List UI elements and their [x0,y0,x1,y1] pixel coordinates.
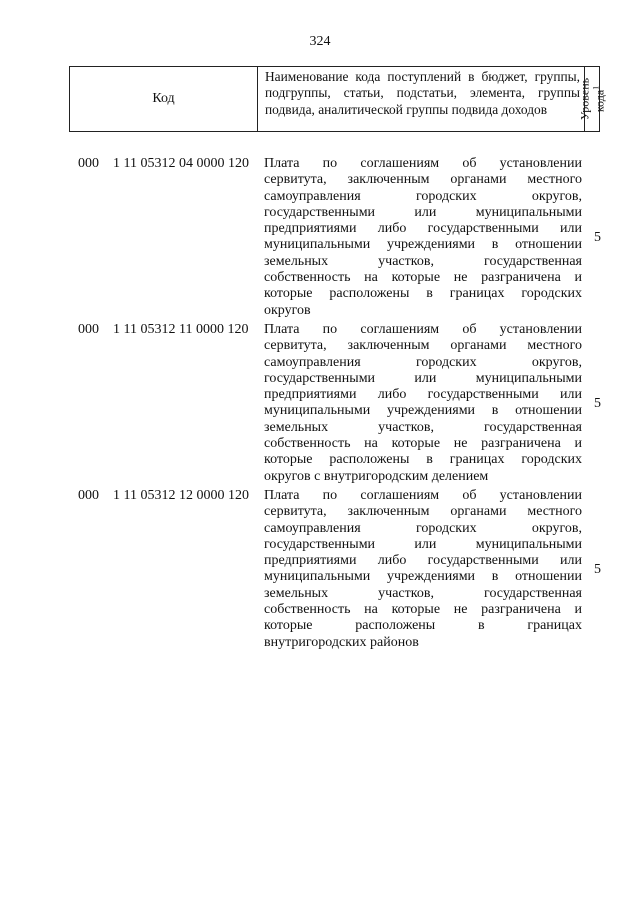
header-code-cell [70,67,258,131]
description-line: самоуправления городских округов, [264,188,582,204]
description-line: предприятиями либо государственными или [264,387,582,403]
description-line: государственными или муниципальными [264,370,582,386]
description-line: собственность на которые не разграничена и [264,270,582,286]
page-number: 324 [309,34,331,49]
description-line: внутригородских районов [264,634,419,650]
description-line: предприятиями либо государственными или [264,221,582,237]
row-description [264,156,582,319]
description-line: муниципальными учреждениями в отношении [264,569,582,585]
description-line: сервитута, заключенным органами местного [264,338,582,354]
row-level: 5 [594,396,601,411]
description-line: государственными или муниципальными [264,204,582,220]
row-code: 1 11 05312 04 0000 120 [113,156,249,171]
description-line: собственность на которые не разграничена и [264,436,582,452]
description-line: округов [264,302,311,318]
header-level-footnote: 1 [591,85,601,90]
header-code-label: Код [152,91,175,106]
description-line: земельных участков, государственная [264,419,582,435]
description-line: Плата по соглашениям об установлении [264,488,582,503]
row-level: 5 [594,562,601,577]
description-line: предприятиями либо государственными или [264,553,582,569]
row-prefix: 000 [78,488,99,503]
header-level-label-line2-text: кода [592,89,607,113]
description-line: округов с внутригородским делением [264,468,489,484]
description-line: сервитута, заключенным органами местного [264,504,582,520]
header-name-cell [258,67,585,131]
description-line: земельных участков, государственная [264,585,582,601]
description-line: земельных участков, государственная [264,253,582,269]
description-line: самоуправления городских округов, [264,354,582,370]
header-name-label: Наименование кода поступлений в бюджет, группы, подгруппы, статьи, подстатьи, элемента, группы подвида, аналитической группы подвида доходов [265,69,580,117]
description-line: сервитута, заключенным органами местного [264,172,582,188]
header-level-label-line1: Уровень [577,77,592,121]
row-code: 1 11 05312 12 0000 120 [113,488,249,503]
header-level-label-line2 [591,78,606,120]
description-line: которые расположены в границах [264,618,582,634]
description-line: государственными или муниципальными [264,536,582,552]
row-level: 5 [594,230,601,245]
description-line: собственность на которые не разграничена и [264,602,582,618]
row-prefix: 000 [78,156,99,171]
description-line: самоуправления городских округов, [264,520,582,536]
description-line: муниципальными учреждениями в отношении [264,403,582,419]
header-level-label [579,78,606,120]
row-prefix: 000 [78,322,99,337]
description-line: Плата по соглашениям об установлении [264,156,582,171]
description-line: которые расположены в границах городских [264,286,582,302]
row-code: 1 11 05312 11 0000 120 [113,322,249,337]
table-header [69,66,607,132]
description-line: Плата по соглашениям об установлении [264,322,582,337]
header-level-cell [577,67,607,131]
row-description [264,488,582,651]
description-line: которые расположены в границах городских [264,452,582,468]
row-description [264,322,582,485]
description-line: муниципальными учреждениями в отношении [264,237,582,253]
